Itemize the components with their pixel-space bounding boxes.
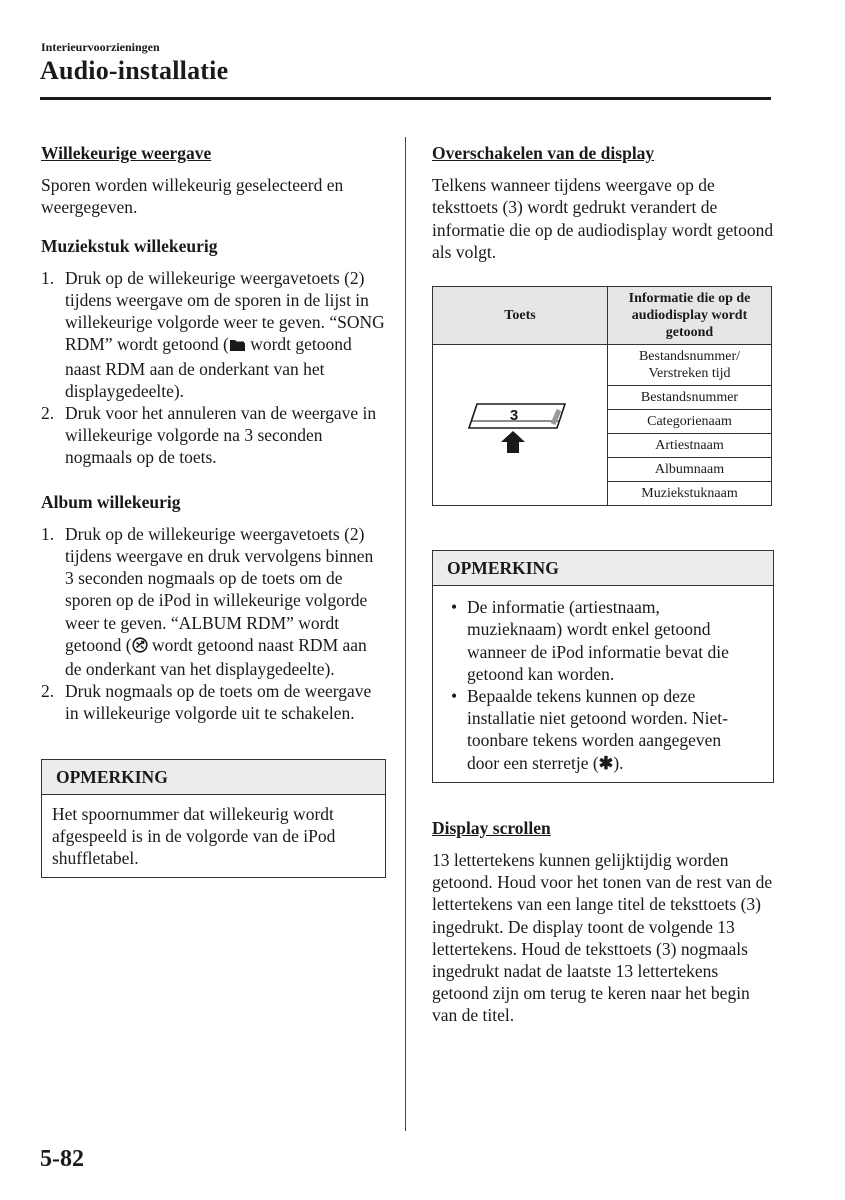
step-number: 2. [41,681,55,702]
note-box-right [432,550,774,783]
song-random-steps [41,267,386,469]
asterisk-symbol: ✱ [598,752,614,773]
table-header-info: Informatie die op de audiodisplay wordt getoond [608,287,772,345]
column-divider [405,137,406,1131]
step-text: Druk voor het annuleren van de weergave in willekeurige volgorde na 3 seconden nogmaals op de toets. [65,403,377,468]
table-cell-info: Categorienaam [608,410,772,434]
note-bullets [443,596,763,774]
step-number: 2. [41,403,55,424]
note-bullet-item [443,685,763,774]
step-text: Druk op de willekeurige weergavetoets (2) tijdens weergave en druk vervolgens binnen 3 seconden nogmaals op de toets om de sporen op de iPod in willekeurige volgorde weer te geven. “ALBUM RDM” wordt getoond ( [65,523,374,655]
display-info-table [432,286,772,506]
note-box-left [41,759,386,879]
table-cell-info: Bestandsnummer/ Verstreken tijd [608,345,772,386]
bullet-text: Bepaalde tekens kunnen op deze installatie niet getoond worden. Niet-toonbare tekens worden aangegeven door een sterretje ( [467,686,728,773]
display-scroll-text: 13 lettertekens kunnen gelijktijdig worden getoond. Houd voor het tonen van de rest van de lettertekens van een lange titel de teksttoets (3) ingedrukt. De display toont de volgende 13 lettertekens. Houd de teksttoets (3) nogmaals ingedrukt nadat de laatste 13 lettertekens getoond zijn om terug te keren naar het begin van de titel. [432,850,773,1026]
note-heading: OPMERKING [433,551,773,586]
left-column [41,142,386,878]
page-title: Audio-installatie [40,56,229,85]
folder-icon [229,335,246,357]
title-divider [40,97,771,100]
display-switch-heading: Overschakelen van de display [432,143,655,163]
step-text-cont: wordt getoond naast RDM aan de onderkant van het displaygedeelte). [65,634,367,680]
note-text: Het spoornummer dat willekeurig wordt afgespeeld is in de volgorde van de iPod shuffletabel. [52,803,336,869]
song-random-heading: Muziekstuk willekeurig [41,235,218,256]
display-switch-intro: Telkens wanneer tijdens weergave op de teksttoets (3) wordt gedrukt verandert de informatie die op de audiodisplay wordt getoond als volgt. [432,175,774,262]
bullet-dot: • [451,686,458,707]
display-scroll-heading: Display scrollen [432,817,551,838]
page-number: 5-82 [40,1146,84,1172]
random-playback-intro: Sporen worden willekeurig geselecteerd en weergegeven. [41,175,344,218]
key-3-button-icon [465,390,575,456]
press-arrow-icon [501,431,525,453]
key-3-label: 3 [509,406,519,424]
step-item [41,402,386,469]
note-heading: OPMERKING [42,760,385,795]
step-number: 1. [41,523,55,544]
step-item [41,267,386,402]
album-random-steps [41,523,386,725]
step-item [41,680,386,724]
step-text: Druk op de willekeurige weergavetoets (2) tijdens weergave om de sporen in de lijst in willekeurige volgorde weer te geven. “SONG RDM” wordt getoond ( [65,267,385,355]
ipod-shuffle-icon [132,636,148,658]
table-header-key: Toets [433,287,608,345]
right-column [432,142,774,1027]
table-cell-info: Bestandsnummer [608,386,772,410]
note-bullet-item [443,596,763,685]
bullet-text: De informatie (artiestnaam, muzieknaam) wordt enkel getoond wanneer de iPod informatie bevat die getoond kan worden. [467,597,729,684]
bullet-text-cont: ). [613,752,624,773]
step-number: 1. [41,267,55,288]
step-text: Druk nogmaals op de toets om de weergave in willekeurige volgorde uit te schakelen. [65,681,372,724]
table-cell-info: Albumnaam [608,458,772,482]
table-cell-info: Artiestnaam [608,434,772,458]
table-cell-info: Muziekstuknaam [608,482,772,506]
note-body [433,586,773,782]
random-playback-heading: Willekeurige weergave [41,143,212,163]
key-illustration-cell [433,345,608,506]
album-random-heading: Album willekeurig [41,491,181,512]
step-text-cont: wordt getoond naast RDM aan de onderkant van het displaygedeelte). [65,334,352,401]
step-item [41,523,386,680]
section-label: Interieurvoorzieningen [41,40,160,54]
bullet-dot: • [451,597,458,618]
